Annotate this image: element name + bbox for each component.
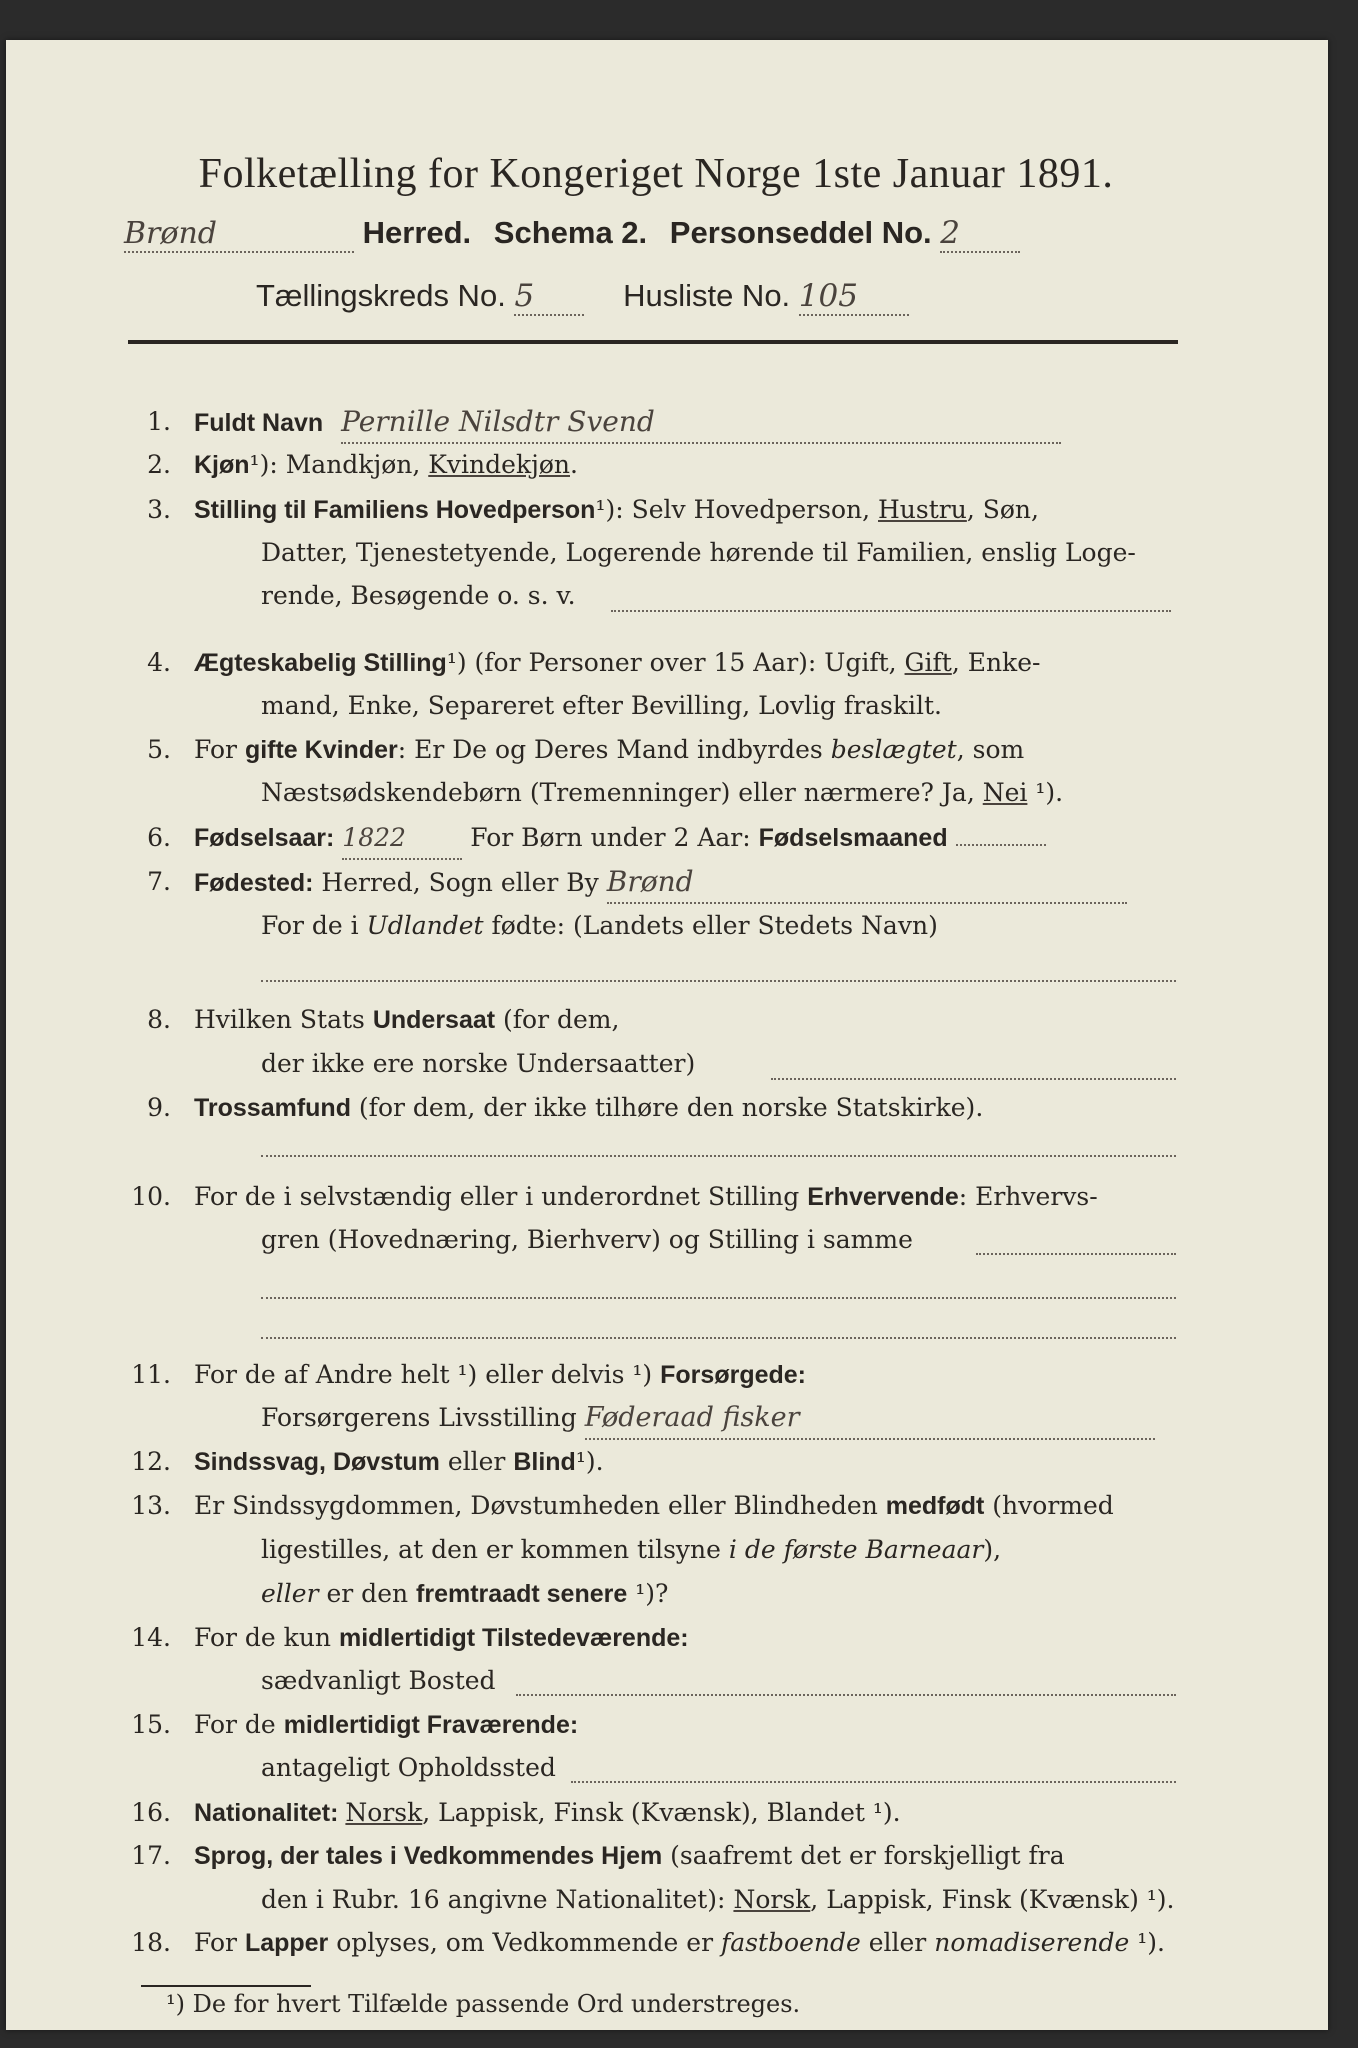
fodselsaar-value: 1822 (342, 818, 462, 860)
taellingskreds-label: Tællingskreds No. (256, 278, 506, 313)
husliste-value: 105 (799, 278, 909, 316)
husliste-label: Husliste No. (623, 278, 791, 313)
footnote: ¹) De for hvert Tilfælde passende Ord understreges. (166, 1990, 801, 2018)
schema-label: Schema 2. (493, 215, 648, 250)
taellingskreds-value: 5 (514, 278, 584, 316)
fodested-value: Brønd (607, 862, 1127, 904)
census-form: Folketælling for Kongeriget Norge 1ste Januar 1891. Brønd Herred. Schema 2. Personseddel No. 2 Tællingskreds No. 5 Husliste No. 105 1. Fuldt Navn Pernille Nilsdtr Svend 2. Kjøn¹): Mandkjøn, Kvindekjøn. 3. Stilling til Familiens Hovedperson¹): Selv Hovedperson, Hustru, Søn, Datter, Tjenestetyende, Logerende hørende til Familien, enslig Loge- rende, Besøgende o. s. v. 4. Ægteskabelig Stilling¹) (for Personer over 15 Aar): Ugift, Gift, Enke- mand, Enke, Separeret efter Bevilling, Lovlig fraskilt. 5. For gifte Kvinder: Er De og Deres Mand indbyrdes beslægtet, som Næstsødskendebørn (Tremenninger) eller nærmere? Ja, Nei ¹). 6. Fødselsaar: 1822 For Børn under 2 Aar: Fødselsmaaned 7. Fødested: Herred, Sogn eller By Brønd For de i Udlandet fødte: (Landets eller Stedets Navn) 8. Hvilken Stats Undersaat (for dem, der ikke ere norske Undersaatter) 9. Trossamfund (for dem, der ikke tilhøre den norske Statskirke). 10. For de i selvstændig eller i underordnet Stilling Erhvervende: Erhvervs- gren (Hovednæring, Bierhverv) og Stilling i samme 11. For de af Andre helt ¹) eller delvis ¹) Forsørgede: Forsørgerens Livsstilling Føderaad fisker 12. Sindssvag, Døvstum eller Blind¹). 13. Er Sindssygdommen, Døvstumheden eller Blindheden medfødt (hvormed ligestilles, at den er kommen tilsyne i de første Barneaar), eller er den fremtraadt senere ¹)? 14. For de kun midlertidigt Tilstedeværende: sædvanligt Bosted 15. For de midlertidigt Fraværende: antageligt Opholdssted 16. Nationalitet: Norsk, Lappisk, Finsk (Kvænsk), Blandet ¹). 17. Sprog, der tales i Vedkommendes Hjem (saafremt det er forskjelligt fra den i Rubr. 16 angivne Nationalitet): Norsk, Lappisk, Finsk (Kvænsk) ¹). 18. For Lapper oplyses, om Vedkommende er fastboende eller nomadiserende ¹). ¹) De for hvert Tilfælde passende Ord understreges. (6, 40, 1328, 2030)
herred-line (124, 215, 1184, 253)
herred-label: Herred. (362, 215, 472, 250)
form-title: Folketælling for Kongeriget Norge 1ste Januar 1891. (198, 151, 1114, 197)
personseddel-value: 2 (940, 215, 1020, 253)
header-rule (128, 340, 1178, 344)
taellingskreds-line (256, 278, 1156, 316)
personseddel-label: Personseddel No. (669, 215, 932, 250)
forsorger-value: Føderaad fisker (585, 1398, 1155, 1440)
herred-value: Brønd (124, 216, 354, 253)
fuldt-navn-value: Pernille Nilsdtr Svend (341, 402, 1061, 444)
footnote-rule (141, 1985, 311, 1987)
